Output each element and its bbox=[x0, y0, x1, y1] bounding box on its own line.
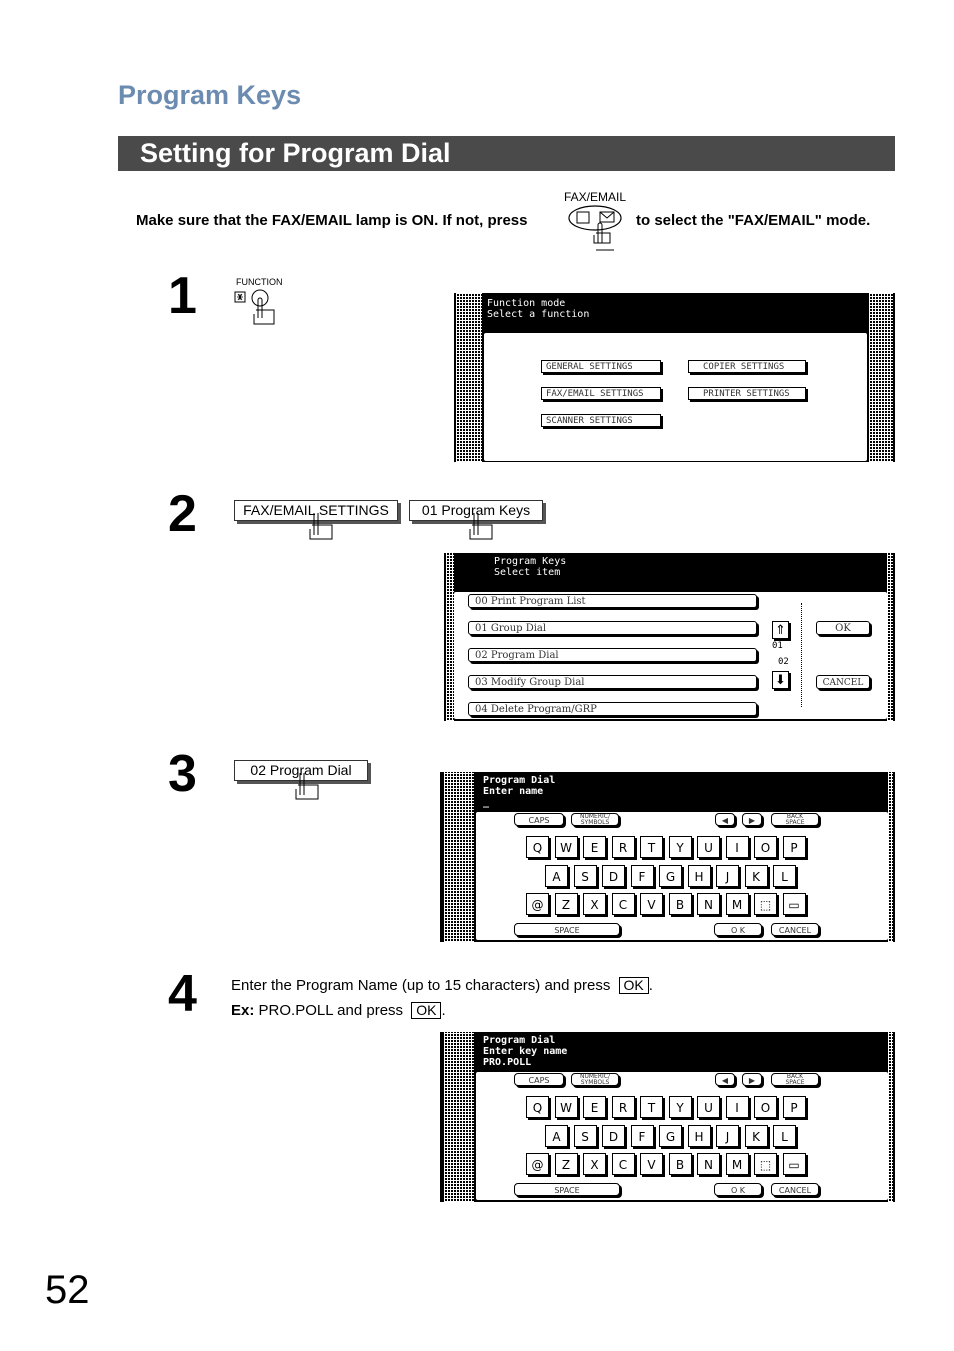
page-indicator-top: 01 bbox=[772, 641, 783, 651]
step4-text-after: . bbox=[648, 977, 653, 994]
key-w[interactable]: W bbox=[555, 836, 578, 858]
lcd-function-mode bbox=[454, 293, 895, 462]
key-n[interactable]: N bbox=[697, 1153, 720, 1175]
lcd-header: Program Dial Enter key name PRO.POLL bbox=[483, 1035, 568, 1068]
cursor-right-button[interactable]: ▶ bbox=[742, 1073, 762, 1086]
fax-email-settings-panel-button[interactable]: FAX/EMAIL SETTINGS bbox=[234, 500, 398, 521]
key-s[interactable]: S bbox=[574, 1125, 597, 1147]
list-item[interactable]: 00 Print Program List bbox=[468, 594, 757, 608]
key-p[interactable]: P bbox=[783, 836, 806, 858]
lcd-header: Program Keys Select item bbox=[494, 556, 567, 578]
key-y[interactable]: Y bbox=[669, 1096, 692, 1118]
key-p[interactable]: P bbox=[783, 1096, 806, 1118]
key-t[interactable]: T bbox=[640, 1096, 663, 1118]
key-x[interactable]: X bbox=[583, 893, 606, 915]
key-c[interactable]: C bbox=[612, 893, 635, 915]
key-k[interactable]: K bbox=[745, 865, 768, 887]
space-button[interactable]: SPACE bbox=[514, 1183, 620, 1196]
key-symbol-2[interactable]: ▭ bbox=[783, 893, 806, 915]
key-s[interactable]: S bbox=[574, 865, 597, 887]
key-t[interactable]: T bbox=[640, 836, 663, 858]
cancel-button[interactable]: CANCEL bbox=[771, 923, 819, 936]
key-u[interactable]: U bbox=[697, 1096, 720, 1118]
key-x[interactable]: X bbox=[583, 1153, 606, 1175]
key-i[interactable]: I bbox=[726, 836, 749, 858]
cursor-right-button[interactable]: ▶ bbox=[742, 813, 762, 826]
key-at[interactable]: @ bbox=[526, 1153, 549, 1175]
key-k[interactable]: K bbox=[745, 1125, 768, 1147]
key-c[interactable]: C bbox=[612, 1153, 635, 1175]
key-n[interactable]: N bbox=[697, 893, 720, 915]
function-label: FUNCTION bbox=[236, 277, 283, 287]
key-u[interactable]: U bbox=[697, 836, 720, 858]
intro-text-after: to select the "FAX/EMAIL" mode. bbox=[636, 212, 871, 229]
key-i[interactable]: I bbox=[726, 1096, 749, 1118]
key-e[interactable]: E bbox=[583, 836, 606, 858]
program-dial-panel-button[interactable]: 02 Program Dial bbox=[234, 760, 368, 781]
cancel-button[interactable]: CANCEL bbox=[816, 675, 870, 689]
key-a[interactable]: A bbox=[545, 865, 568, 887]
key-m[interactable]: M bbox=[726, 893, 749, 915]
scroll-up-button[interactable]: ⇑ bbox=[772, 621, 789, 639]
step-number-2: 2 bbox=[168, 485, 197, 543]
key-symbol-1[interactable]: ⬚ bbox=[754, 893, 777, 915]
ok-button[interactable]: O K bbox=[714, 923, 762, 936]
key-q[interactable]: Q bbox=[526, 1096, 549, 1118]
cancel-button[interactable]: CANCEL bbox=[771, 1183, 819, 1196]
key-v[interactable]: V bbox=[640, 893, 663, 915]
key-m[interactable]: M bbox=[726, 1153, 749, 1175]
key-z[interactable]: Z bbox=[555, 1153, 578, 1175]
lcd-enter-name bbox=[440, 772, 895, 942]
key-h[interactable]: H bbox=[688, 1125, 711, 1147]
key-l[interactable]: L bbox=[773, 1125, 796, 1147]
step4-text-before: Enter the Program Name (up to 15 characters) and press bbox=[231, 977, 611, 994]
list-item[interactable]: 02 Program Dial bbox=[468, 648, 757, 662]
cursor-left-button[interactable]: ◀ bbox=[715, 1073, 735, 1086]
ok-button[interactable]: O K bbox=[714, 1183, 762, 1196]
key-z[interactable]: Z bbox=[555, 893, 578, 915]
key-l[interactable]: L bbox=[773, 865, 796, 887]
scroll-down-button[interactable]: ⬇ bbox=[772, 671, 789, 689]
key-v[interactable]: V bbox=[640, 1153, 663, 1175]
space-button[interactable]: SPACE bbox=[514, 923, 620, 936]
page-number: 52 bbox=[45, 1268, 90, 1312]
ok-key-symbol: OK bbox=[619, 977, 649, 994]
key-r[interactable]: R bbox=[612, 836, 635, 858]
key-e[interactable]: E bbox=[583, 1096, 606, 1118]
key-d[interactable]: D bbox=[602, 1125, 625, 1147]
caps-button[interactable]: CAPS bbox=[514, 813, 564, 826]
section-title: Program Keys bbox=[118, 80, 302, 110]
general-settings-button[interactable]: GENERAL SETTINGS bbox=[541, 360, 661, 373]
hand-pointer-icon bbox=[468, 513, 496, 543]
key-b[interactable]: B bbox=[669, 1153, 692, 1175]
list-item[interactable]: 01 Group Dial bbox=[468, 621, 757, 635]
hand-pointer-icon bbox=[308, 513, 336, 543]
list-item[interactable]: 03 Modify Group Dial bbox=[468, 675, 757, 689]
key-symbol-1[interactable]: ⬚ bbox=[754, 1153, 777, 1175]
intro-text-before: Make sure that the FAX/EMAIL lamp is ON. If not, press bbox=[136, 212, 528, 229]
example-label: Ex: bbox=[231, 1002, 255, 1019]
example-text-before: PRO.POLL and press bbox=[258, 1002, 404, 1019]
key-b[interactable]: B bbox=[669, 893, 692, 915]
step-number-4: 4 bbox=[168, 965, 197, 1023]
key-q[interactable]: Q bbox=[526, 836, 549, 858]
function-key-icon bbox=[234, 288, 282, 328]
step4-instruction bbox=[231, 977, 653, 994]
lcd-enter-key-name bbox=[440, 1032, 895, 1202]
step-number-1: 1 bbox=[168, 267, 197, 325]
key-o[interactable]: O bbox=[754, 1096, 777, 1118]
ok-button[interactable]: OK bbox=[816, 621, 870, 635]
step4-example bbox=[231, 1002, 446, 1019]
banner-title: Setting for Program Dial bbox=[140, 138, 451, 168]
key-f[interactable]: F bbox=[631, 865, 654, 887]
fax-email-label: FAX/EMAIL bbox=[564, 190, 627, 204]
hand-pointer-icon bbox=[294, 773, 322, 803]
numeric-symbols-button[interactable]: NUMERIC/ SYMBOLS bbox=[571, 813, 619, 826]
key-h[interactable]: H bbox=[688, 865, 711, 887]
numeric-symbols-button[interactable]: NUMERIC/ SYMBOLS bbox=[571, 1073, 619, 1086]
divider bbox=[801, 603, 802, 707]
key-f[interactable]: F bbox=[631, 1125, 654, 1147]
page-indicator-bottom: 02 bbox=[778, 657, 789, 667]
lcd-header: Function mode Select a function bbox=[487, 298, 590, 320]
list-item[interactable]: 04 Delete Program/GRP bbox=[468, 702, 757, 716]
key-at[interactable]: @ bbox=[526, 893, 549, 915]
key-j[interactable]: J bbox=[716, 1125, 739, 1147]
backspace-button[interactable]: BACK SPACE bbox=[771, 813, 819, 826]
key-d[interactable]: D bbox=[602, 865, 625, 887]
cursor-left-button[interactable]: ◀ bbox=[715, 813, 735, 826]
program-keys-panel-button[interactable]: 01 Program Keys bbox=[409, 500, 543, 521]
fax-email-settings-button[interactable]: FAX/EMAIL SETTINGS bbox=[541, 387, 661, 400]
key-g[interactable]: G bbox=[659, 1125, 682, 1147]
fax-email-key-icon bbox=[566, 203, 626, 253]
key-symbol-2[interactable]: ▭ bbox=[783, 1153, 806, 1175]
scanner-settings-button[interactable]: SCANNER SETTINGS bbox=[541, 414, 661, 427]
copier-settings-button[interactable]: COPIER SETTINGS bbox=[688, 360, 806, 373]
printer-settings-button[interactable]: PRINTER SETTINGS bbox=[688, 387, 806, 400]
key-j[interactable]: J bbox=[716, 865, 739, 887]
key-w[interactable]: W bbox=[555, 1096, 578, 1118]
key-a[interactable]: A bbox=[545, 1125, 568, 1147]
caps-button[interactable]: CAPS bbox=[514, 1073, 564, 1086]
key-g[interactable]: G bbox=[659, 865, 682, 887]
lcd-header: Program Dial Enter name _ bbox=[483, 775, 556, 808]
key-y[interactable]: Y bbox=[669, 836, 692, 858]
key-o[interactable]: O bbox=[754, 836, 777, 858]
step-number-3: 3 bbox=[168, 745, 197, 803]
backspace-button[interactable]: BACK SPACE bbox=[771, 1073, 819, 1086]
key-r[interactable]: R bbox=[612, 1096, 635, 1118]
lcd-program-keys bbox=[444, 553, 895, 721]
example-text-after: . bbox=[441, 1002, 446, 1019]
title-banner bbox=[118, 136, 895, 171]
ok-key-symbol: OK bbox=[411, 1002, 441, 1019]
